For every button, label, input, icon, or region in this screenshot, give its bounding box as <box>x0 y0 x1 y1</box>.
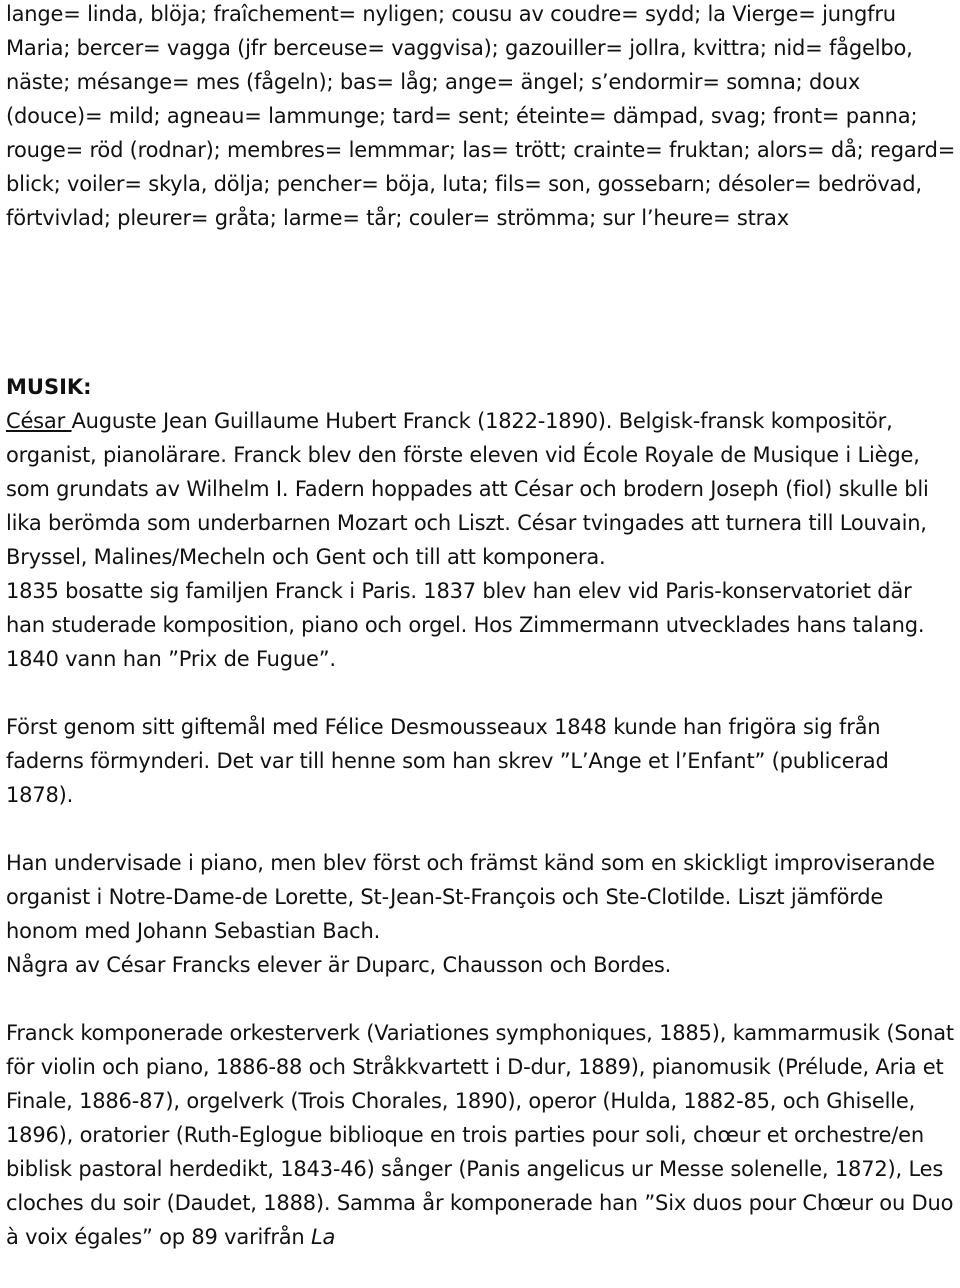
vocabulary-paragraph: lange= linda, blöja; fraîchement= nyligen; cousu av coudre= sydd; la Vierge= jungfru Maria; bercer= vagga (jfr berceuse= vaggvisa); gazouiller= jollra, kvittra; nid= fågelbo, näste; mésange= mes (fågeln); bas= låg; ange= ängel; s’endormir= somna; doux (douce)= mild; agneau= lammunge; tard= sent; éteinte= dämpad, svag; front= panna; rouge= röd (rodnar); membres= lemmmar; las= trött; crainte= fruktan; alors= då; regard= blick; voiler= skyla, dölja; pencher= böja, luta; fils= son, gossebarn; désoler= bedrövad, förtvivlad; pleurer= gråta; larme= tår; couler= strömma; sur l’heure= strax <box>6 2 956 230</box>
paragraph-gap <box>6 676 956 710</box>
musik-body <box>6 404 956 1254</box>
franck-intro-paragraph <box>6 404 956 574</box>
franck-intro-text: Auguste Jean Guillaume Hubert Franck (1822-1890). Belgisk-fransk kompositör, organist, pianolärare. Franck blev den förste eleven vid École Royale de Musique i Liège, som grundats av Wilhelm I. Fadern hoppades att César och brodern Joseph (fiol) skulle bli lika berömda som underbarnen Mozart och Liszt. César tvingades att turnera till Louvain, Bryssel, Malines/Mecheln och Gent och till att komponera. <box>6 409 929 569</box>
works-text: Franck komponerade orkesterverk (Variationes symphoniques, 1885), kammarmusik (Sonat för violin och piano, 1886-88 och Stråkkvartett i D-dur, 1889), pianomusik (Prélude, Aria et Finale, 1886-87), orgelverk (Trois Chorales, 1890), operor (Hulda, 1882-85, och Ghiselle, 1896), oratorier (Ruth-Eglogue biblioque en trois parties pour soli, chœur et orchestre/en biblisk pastoral herdedikt, 1843-46) sånger (Panis angelicus ur Messe solenelle, 1872), Les cloches du soir (Daudet, 1888). Samma år komponerade han ”Six duos pour Chœur ou Duo à voix égales” op 89 varifrån <box>6 1021 954 1249</box>
works-paragraph <box>6 1016 956 1254</box>
first-name-underlined: César <box>6 409 72 433</box>
paragraph-gap <box>6 982 956 1016</box>
organist-paragraph: Han undervisade i piano, men blev först och främst känd som en skickligt improviserande organist i Notre-Dame-de Lorette, St-Jean-St-François och Ste-Clotilde. Liszt jämförde honom med Johann Sebastian Bach. <box>6 851 935 943</box>
musik-heading: MUSIK: <box>6 375 92 399</box>
paragraph-gap <box>6 812 956 846</box>
works-italic-text: La <box>311 1225 336 1249</box>
paris-paragraph: 1835 bosatte sig familjen Franck i Paris. 1837 blev han elev vid Paris-konservatoriet där han studerade komposition, piano och orgel. Hos Zimmermann utvecklades hans talang. 1840 vann han ”Prix de Fugue”. <box>6 579 925 671</box>
marriage-paragraph: Först genom sitt giftemål med Félice Desmousseaux 1848 kunde han frigöra sig från faderns förmynderi. Det var till henne som han skrev ”L’Ange et l’Enfant” (publicerad 1878). <box>6 715 889 807</box>
students-paragraph: Några av César Francks elever är Duparc, Chausson och Bordes. <box>6 953 672 977</box>
